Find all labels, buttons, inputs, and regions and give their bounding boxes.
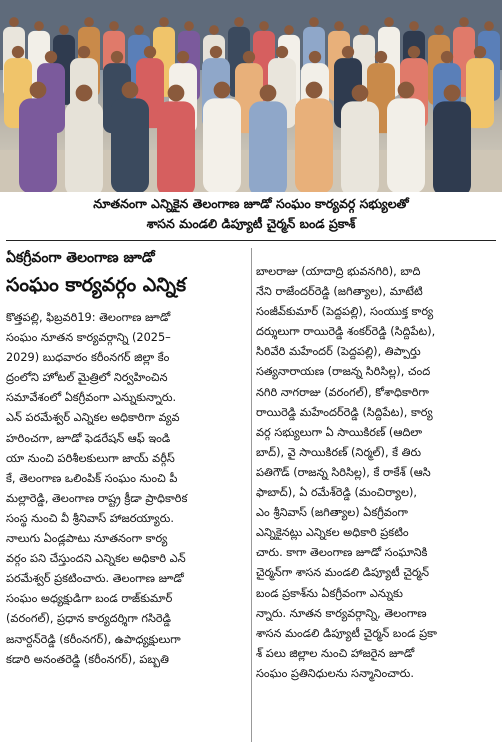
article-line: కే, తెలంగాణ ఒలింపిక్ సంఘం నుంచి పీ xyxy=(6,471,178,485)
article-line: పతిగౌడ్ (రాజన్న సిరిసిల్ల), కే రాకేశ్ (ఆసి xyxy=(256,465,431,479)
article-column-left xyxy=(6,308,246,670)
caption-line-2: శాసన మండలి డిప్యూటీ చైర్మన్ బండ ప్రకాశ్ xyxy=(146,216,356,231)
article-line: సంఘం నూతన కార్యవర్గాన్ని (2025– xyxy=(6,331,171,345)
article-line: నగిరి నాగరాజు (వరంగల్), కోశాధికారిగా xyxy=(256,385,429,399)
article-line: సిరివేరి మహేందర్ (పెద్దపల్లి), తిప్పార్తు xyxy=(256,345,421,359)
article-line: సంఘం అధ్యక్షుడిగా బండ రాజ్‌కుమార్ xyxy=(6,592,173,606)
article-line: బాద్), వై సాయికిరణ్ (నిర్మల్), కే తిరు xyxy=(256,445,422,459)
article-line: యా నుంచి పరిశీలకులుగా జాయ్ వర్గీస్ xyxy=(6,451,175,465)
article-line: బండ ప్రకాశ్‌ను ఏకగ్రీవంగా ఎన్నుకు xyxy=(256,586,403,600)
article-line: సంస్థ నుంచి వీ శ్రీనివాస్ హాజరయ్యారు. xyxy=(6,511,174,525)
headline-kicker: ఏకగ్రీవంగా తెలంగాణ జూడో xyxy=(6,250,155,266)
article-line: సంజీవ్‌కుమార్ (పెద్దపల్లి), సంయుక్త కార్య xyxy=(256,305,434,319)
article-line: సత్యనారాయణ (రాజన్న సిరిసిల్ల), చంద xyxy=(256,365,431,379)
article-line: ద్రంలోని హోటల్ మైత్రిలో నిర్వహించిన xyxy=(6,371,168,385)
article-line: ఎం శ్రీనివాస్ (జగిత్యాల) ఏకగ్రీవంగా xyxy=(256,506,408,520)
article-line: వర్గ సభ్యులుగా ఏ సాయికిరణ్ (ఆదిలా xyxy=(256,425,423,439)
article-line: చైర్మన్‌గా శాసన మండలి డిప్యూటీ చైర్మన్ xyxy=(256,566,430,580)
article-line: ఎన్నికైనట్లు ఎన్నికల అధికారి ప్రకటిం xyxy=(256,526,409,540)
column-divider xyxy=(251,248,252,742)
article-line: హరించగా, జూడో ఫెడరేషన్ ఆఫ్ ఇండి xyxy=(6,431,171,445)
article-line: శాసన మండలి డిప్యూటీ చైర్మన్ బండ ప్రకా xyxy=(256,626,437,640)
article-line: పరమేశ్వర్ ప్రకటించారు. తెలంగాణ జూడో xyxy=(6,572,184,586)
article-line: ఫాబాద్), ఏ రమేశ్‌రెడ్డి (మంచిర్యాల), xyxy=(256,486,417,500)
article-line: జనార్దన్‌రెడ్డి (కరీంనగర్), ఉపాధ్యక్షులుగా xyxy=(6,632,181,646)
article-line: నాలుగు ఏండ్లపాటు నూతనంగా కార్య xyxy=(6,532,168,546)
caption-divider xyxy=(6,240,496,241)
article-line: ఎన్ పరమేశ్వర్ ఎన్నికల అధికారిగా వ్యవ xyxy=(6,411,180,425)
article-line: రాయిరెడ్డి మహేందర్‌రెడ్డి (సిద్దిపేట), కార్య xyxy=(256,405,433,419)
article-line: బాలరాజు (యాదాద్రి భువనగిరి), బాది xyxy=(256,265,421,278)
group-photo xyxy=(0,0,502,192)
article-line: వర్గం పని చేస్తుందని ఎన్నికల అధికారి ఎన్ xyxy=(6,552,186,566)
group-photo-illustration xyxy=(0,0,502,192)
article-line: 2029) బుధవారం కరీంనగర్ జిల్లా కేం xyxy=(6,351,170,365)
article-line: శ్ పలు జిల్లాల నుంచి హాజరైన జూడో xyxy=(256,646,415,660)
article-line: మల్లారెడ్డి, తెలంగాణ రాష్ట్ర క్రీడా ప్రాధికారిక xyxy=(6,491,188,505)
article-line: నేని రాజేందర్‌రెడ్డి (జగిత్యాల), మాటేటి xyxy=(256,285,423,299)
article-line: సమావేశంలో ఏకగ్రీవంగా ఎన్నుకున్నారు. xyxy=(6,391,177,405)
photo-caption xyxy=(0,194,502,238)
article-line: న్నారు. నూతన కార్యవర్గాన్ని, తెలంగాణ xyxy=(256,606,427,620)
article-line: (వరంగల్), ప్రధాన కార్యదర్శిగా గసిరెడ్డి xyxy=(6,612,171,626)
article-line: కొత్తపల్లి, ఫిబ్రవరి19: తెలంగాణ జూడో xyxy=(6,311,171,324)
article-line: దర్శులుగా రాయిరెడ్డి శంకర్‌రెడ్డి (సిద్దిపేట), xyxy=(256,325,436,339)
article-line: సంఘం ప్రతినిధులను సన్మానించారు. xyxy=(256,666,414,680)
article-line: కడారి అనంతరెడ్డి (కరీంనగర్), పబ్బతి xyxy=(6,652,169,666)
caption-line-1: నూతనంగా ఎన్నికైన తెలంగాణ జూడో సంఘం కార్యవర్గ సభ్యులతో xyxy=(93,196,409,211)
article-column-right xyxy=(256,262,496,684)
article-line: చారు. కాగా తెలంగాణ జూడో సంఘానికి xyxy=(256,546,428,560)
headline-title: సంఘం కార్యవర్గం ఎన్నిక xyxy=(6,274,187,296)
